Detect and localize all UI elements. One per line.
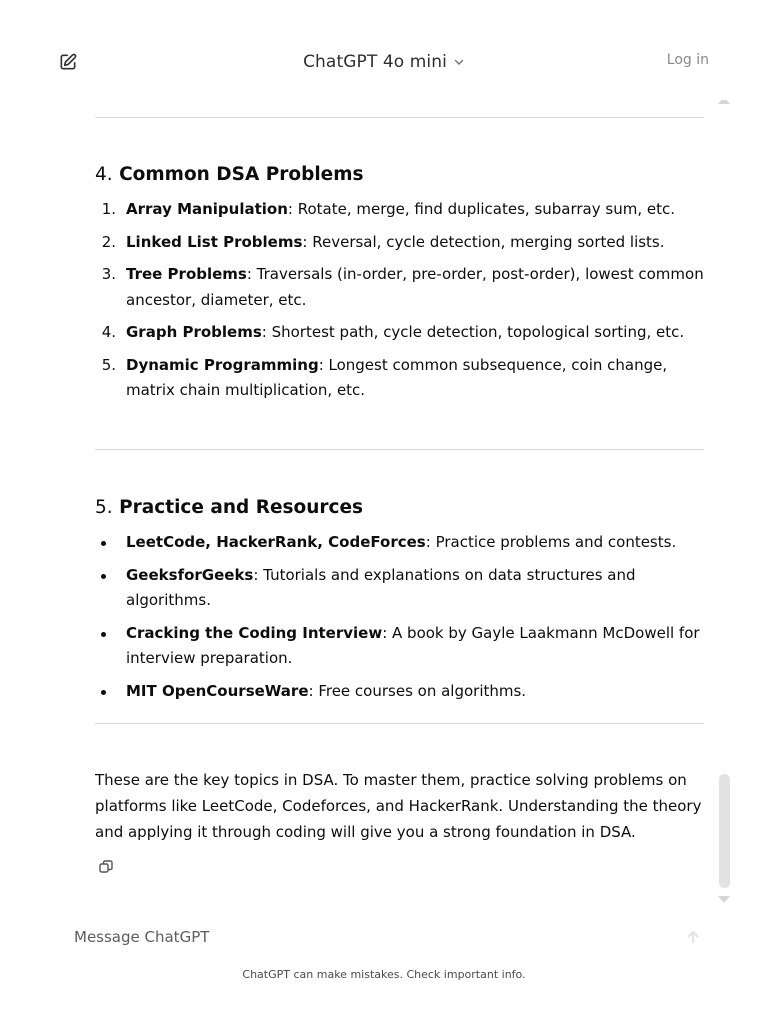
scroll-down-arrow[interactable] [718,896,730,903]
login-button[interactable]: Log in [666,52,709,68]
divider [95,723,704,724]
item-text: : Rotate, merge, find duplicates, subarray sum, etc. [287,200,675,218]
list-item [95,262,704,313]
list-item [95,621,704,672]
item-title: Graph Problems [126,323,262,341]
divider [95,449,704,450]
item-text: : Traversals (in-order, pre-order, post-order), lowest common ancestor, diameter, etc. [126,265,704,309]
list-marker: 4. [101,323,116,341]
section-title: Practice and Resources [119,497,364,518]
list-item [95,197,704,223]
divider [95,117,704,118]
list-marker: 2. [101,232,116,251]
conversation-content [95,100,704,910]
section-number: 4. [95,164,113,185]
item-text: : A book by Gayle Laakmann McDowell for interview preparation. [126,623,700,667]
section-heading [95,164,364,185]
model-selector[interactable] [284,48,484,76]
disclaimer-text: ChatGPT can make mistakes. Check important info. [242,968,526,981]
new-chat-button[interactable] [54,48,82,76]
list-item [95,353,704,404]
list-item [95,530,704,556]
list-item [95,320,704,346]
list-item [95,563,704,614]
copy-button[interactable] [95,856,117,878]
section-heading [95,497,363,518]
list-marker: 1. [101,200,116,218]
item-title: GeeksforGeeks [126,565,254,584]
section-number: 5. [95,497,113,518]
chevron-down-icon [453,56,465,68]
resources-list [95,530,704,704]
item-text: : Reversal, cycle detection, merging sorted lists. [302,232,665,251]
item-text: : Free courses on algorithms. [308,681,527,700]
item-title: Tree Problems [126,265,247,283]
list-marker: 5. [101,355,116,374]
list-item [95,230,704,256]
item-text: : Practice problems and contests. [425,533,677,551]
send-button[interactable] [682,926,704,948]
message-input[interactable] [58,914,658,960]
bullet [101,632,106,637]
list-marker: 3. [101,265,116,283]
list-item [95,679,704,705]
scrollbar-thumb[interactable] [719,774,730,888]
item-title: LeetCode, HackerRank, CodeForces [126,533,426,551]
arrow-up-icon [685,929,701,945]
item-text: : Tutorials and explanations on data structures and algorithms. [126,565,636,609]
bullet [101,541,106,546]
top-bar [0,0,768,100]
copy-icon [98,859,114,875]
message-composer[interactable] [58,914,710,960]
item-title: Cracking the Coding Interview [126,623,383,642]
pencil-square-icon [58,52,78,72]
problems-list [95,197,704,404]
model-name: ChatGPT 4o mini [303,52,447,72]
item-title: MIT OpenCourseWare [126,681,309,700]
item-title: Array Manipulation [126,200,288,218]
item-text: : Shortest path, cycle detection, topological sorting, etc. [261,323,685,341]
item-title: Linked List Problems [126,232,303,251]
item-text: : Longest common subsequence, coin change, matrix chain multiplication, etc. [126,355,668,399]
summary-paragraph: These are the key topics in DSA. To master them, practice solving problems on platforms like LeetCode, Codeforces, and HackerRank. Understanding the theory and applying it through coding will give you a strong foundation in DSA. [95,771,702,841]
item-title: Dynamic Programming [126,355,319,374]
bullet [101,574,106,579]
section-title: Common DSA Problems [119,164,364,185]
bullet [101,690,106,695]
